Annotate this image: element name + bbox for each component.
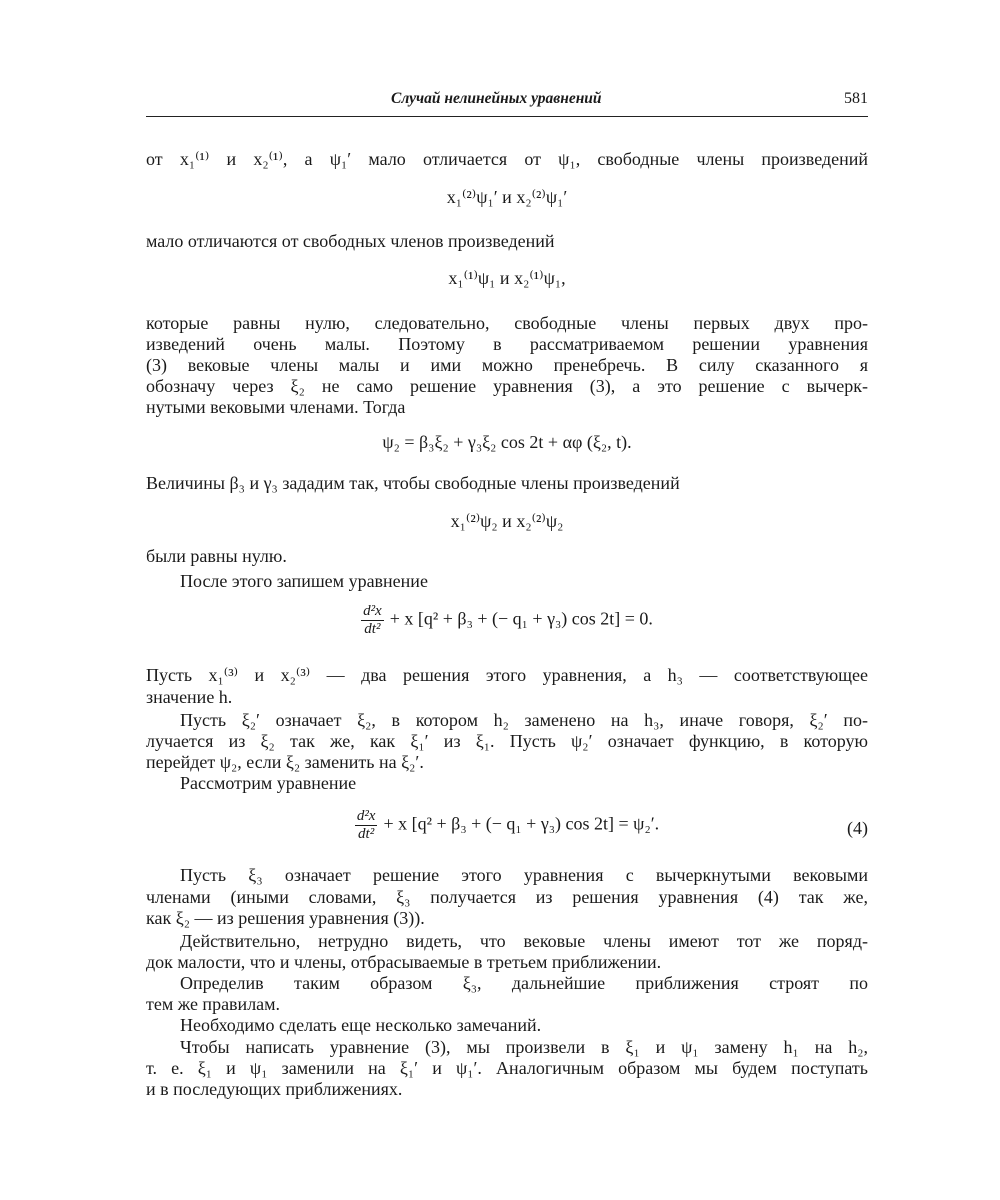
text-line: Необходимо сделать еще несколько замечаний. (180, 1015, 542, 1035)
formula-products-x1-psi1: x₁⁽¹⁾ψ₁ и x₂⁽¹⁾ψ₁, (448, 268, 566, 288)
page-number: 581 (844, 90, 868, 107)
text-line: Чтобы написать уравнение (3), мы произвели в ξ₁ и ψ₁ замену h₁ на h₂, (180, 1037, 868, 1057)
text-line: Величины β₃ и γ₃ зададим так, чтобы свободные члены произведений (146, 473, 680, 493)
text-line: док малости, что и члены, отбрасываемые в третьем приближении. (146, 952, 662, 972)
text-line: были равны нулю. (146, 546, 287, 566)
text-line: Действительно, нетрудно видеть, что вековые члены имеют тот же поряд- (180, 931, 868, 951)
text-line: После этого запишем уравнение (180, 571, 428, 591)
formula-products-x2-psi2: x₁⁽²⁾ψ₂ и x₂⁽²⁾ψ₂ (450, 511, 564, 531)
text-line: значение h. (146, 687, 233, 707)
formula-equation-4: $\frac{\text{d²x}}{\text{dt²}}$ + x [q² + β₃ + (− q₁ + γ₃) cos 2t] = ψ₂′. (356, 808, 660, 842)
text-line: (3) вековые члены малы и ими можно пренебречь. В силу сказанного я (146, 355, 868, 375)
text-line: и в последующих приближениях. (146, 1079, 403, 1099)
text-line: перейдет ψ₂, если ξ₂ заменить на ξ₂′. (146, 752, 424, 772)
fraction: $\frac{\text{d²x}}{\text{dt²}}$ (356, 808, 376, 842)
text-line: обозначу через ξ₂ не само решение уравнения (3), а это решение с вычерк- (146, 376, 868, 396)
text-line: Рассмотрим уравнение (180, 773, 357, 793)
equation-label: (4) (847, 818, 868, 838)
text-line: которые равны нулю, следовательно, свободные члены первых двух про- (146, 313, 868, 333)
running-title: Случай нелинейных уравнений (391, 90, 602, 107)
text-line: как ξ₂ — из решения уравнения (3)). (146, 908, 425, 928)
formula-mathieu-equation: $\frac{\text{d²x}}{\text{dt²}}$ + x [q² + β₃ + (− q₁ + γ₃) cos 2t] = 0. (363, 603, 653, 637)
running-header (146, 88, 868, 117)
text-line: Пусть ξ₂′ означает ξ₂, в котором h₂ заменено на h₃, иначе говоря, ξ₂′ по- (180, 710, 868, 730)
text-line: изведений очень малы. Поэтому в рассматриваемом решении уравнения (146, 334, 868, 354)
text-line: лучается из ξ₂ так же, как ξ₁′ из ξ₁. Пусть ψ₂′ означает функцию, в которую (146, 731, 868, 751)
formula-products-x2-psi1: x₁⁽²⁾ψ₁′ и x₂⁽²⁾ψ₁′ (446, 187, 568, 207)
text-line: мало отличаются от свободных членов произведений (146, 231, 555, 251)
fraction: $\frac{\text{d²x}}{\text{dt²}}$ (363, 603, 382, 637)
text-line: тем же правилам. (146, 994, 281, 1014)
text-line: членами (иными словами, ξ₃ получается из решения уравнения (4) так же, (146, 887, 868, 907)
text-line: Определив таким образом ξ₃, дальнейшие приближения строят по (180, 973, 868, 993)
formula-psi2: ψ₂ = β₃ξ₂ + γ₃ξ₂ cos 2t + αφ (ξ₂, t). (382, 432, 632, 452)
text-line: т. е. ξ₁ и ψ₁ заменили на ξ₁′ и ψ₁′. Аналогичным образом мы будем поступать (146, 1058, 868, 1078)
text-line: Пусть x₁⁽³⁾ и x₂⁽³⁾ — два решения этого уравнения, а h₃ — соответствующее (146, 665, 868, 685)
text-line: Пусть ξ₃ означает решение этого уравнения с вычеркнутыми вековыми (180, 865, 868, 885)
text-line: от x₁⁽¹⁾ и x₂⁽¹⁾, а ψ₁′ мало отличается от ψ₁, свободные члены произведений (146, 149, 868, 169)
text-line: нутыми вековыми членами. Тогда (146, 397, 406, 417)
